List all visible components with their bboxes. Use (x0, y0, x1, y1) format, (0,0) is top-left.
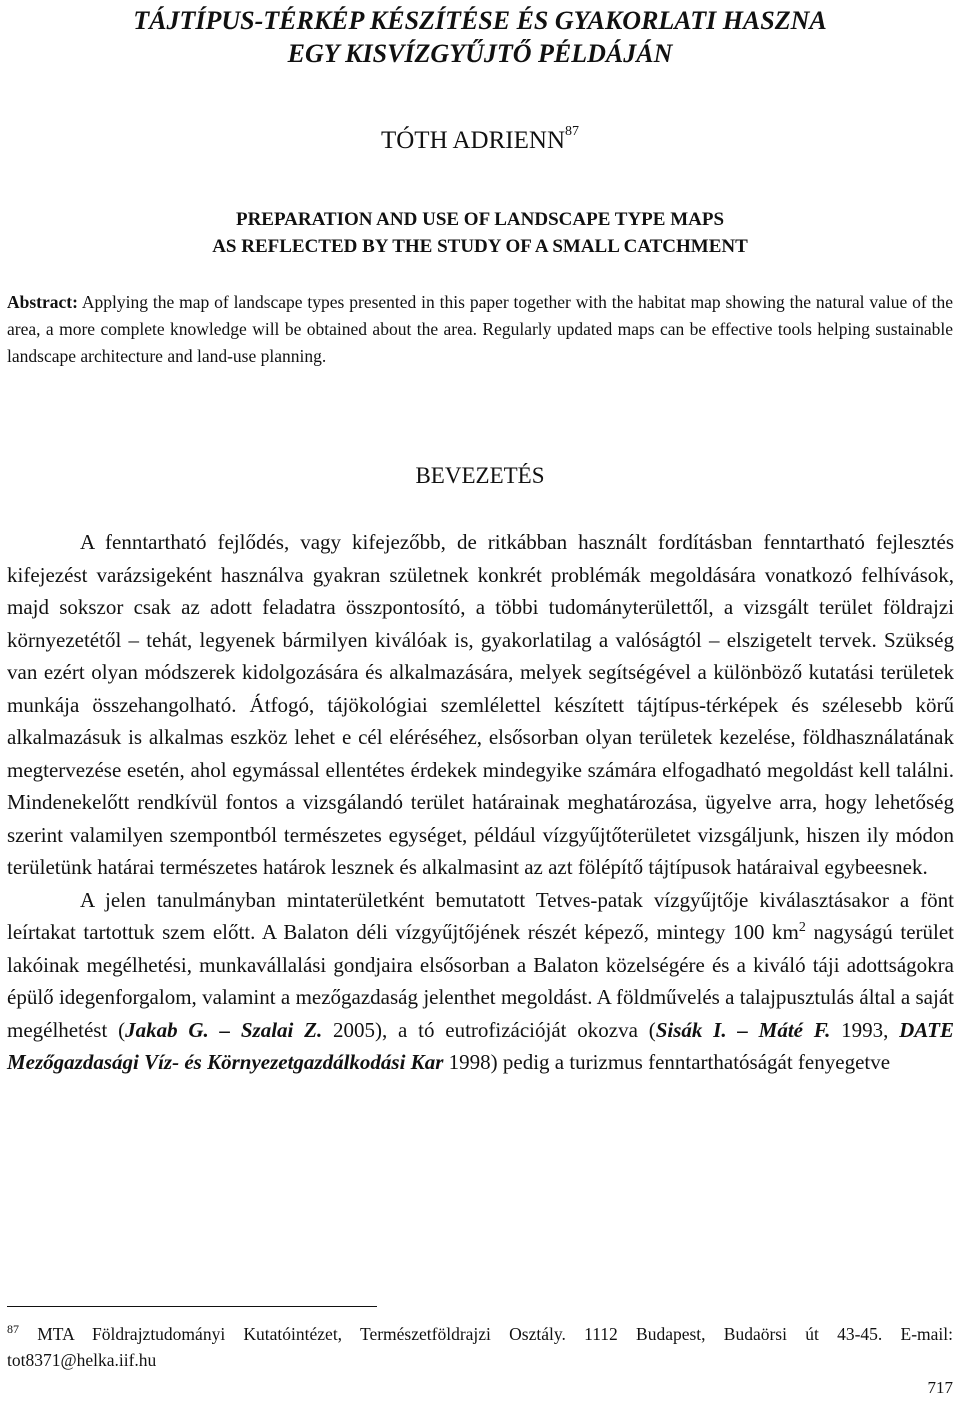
abstract-label: Abstract: (7, 292, 78, 312)
paragraph-2-part-2: nagyságú terület lakóinak megélhetési, munkavállalási gondjaira elsősorban a Balaton közelségére és a kiváló táji adottságokra épülő idegenforgalom, valamint a mezőgazdaság jelenthet megoldást. A földművelés a talajpusztulás által a saját megélhetést ( (7, 920, 954, 1042)
abstract (7, 289, 953, 370)
superscript-2: 2 (798, 920, 806, 935)
title-line-2: EGY KISVÍZGYŰJTŐ PÉLDÁJÁN (287, 39, 673, 68)
paragraph-1: A fenntartható fejlődés, vagy kifejezőbb, de ritkábban használt fordításban fenntartható fejlesztés kifejezést varázsigeként használva gyakran születnek konkrét problémák megoldására vonatkozó felhívások, majd sokszor csak az adott feladatra összpontosító, a többi tudományterülettől, a vizsgált terület földrajzi környezetétől – tehát, legyenek bármilyen kiválóak is, gyakorlatilag a valóságtól – elszigetelt tervek. Szükség van ezért olyan módszerek kidolgozására és alkalmazására, melyek segítségével a különböző kutatási területek munkája összehangolható. Átfogó, tájökológiai szemlélettel készített tájtípus-térképek és szélesebb körű alkalmazásuk is alkalmas eszköz lehet e cél eléréséhez, elsősorban olyan területek kezelése, földhasználatának megtervezése esetén, ahol egymással ellentétes érdekek mindegyike számára elfogadható megoldást kell találni. Mindenekelőtt rendkívül fontos a vizsgálandó terület határainak meghatározása, ügyelve arra, hogy lehetőség szerint valamilyen szempontból természetes egységet, például vízgyűjtőterületet vizsgáljunk, hiszen ily módon területünk határai természetes határok lesznek és alkalmasint az azt fölépítő tájtípusok határaival egybeesnek. (7, 530, 954, 879)
page-number: 717 (927, 1378, 953, 1397)
body-text (7, 526, 954, 1079)
english-title-line-2: AS REFLECTED BY THE STUDY OF A SMALL CATCHMENT (212, 236, 748, 257)
abstract-text: Applying the map of landscape types presented in this paper together with the habitat map showing the natural value of the area, a more complete knowledge will be obtained about the area. Regularly updated maps can be effective tools helping sustainable landscape architecture and land-use planning. (7, 292, 953, 366)
author-footnote-mark: 87 (565, 123, 579, 139)
citation-date-kar: DATE Mezőgazdasági Víz- és Környezetgazdálkodási Kar (7, 1017, 954, 1074)
footnote-mark: 87 (7, 1322, 19, 1337)
footnote-divider (7, 1306, 377, 1307)
citation-jakab-szalai: Jakab G. – Szalai Z. (125, 1017, 323, 1042)
title-line-1: TÁJTÍPUS-TÉRKÉP KÉSZÍTÉSE ÉS GYAKORLATI HASZNA (133, 6, 827, 35)
footnote (7, 1321, 953, 1373)
author-name: TÓTH ADRIENN (380, 127, 565, 154)
paragraph-2-part-1: A jelen tanulmányban mintaterületként bemutatott Tetves-patak vízgyűjtője kiválasztásakor a fönt leírtakat tartottuk szem előtt. A Balaton déli vízgyűjtőjének részét képező, mintegy 100 km (7, 887, 954, 944)
author (0, 123, 960, 156)
section-heading: BEVEZETÉS (415, 463, 545, 488)
citation-sisak-mate: Sisák I. – Máté F. (655, 1017, 831, 1042)
paragraph-2-part-4: 1993, (830, 1017, 900, 1042)
paragraph-2-part-3: 2005), a tó eutrofizációját okozva ( (322, 1017, 656, 1042)
footnote-text: MTA Földrajztudományi Kutatóintézet, Természetföldrajzi Osztály. 1112 Budapest, Budaörsi út 43-45. E-mail: tot8371@helka.iif.hu (7, 1324, 953, 1370)
paragraph-2 (7, 884, 954, 1079)
english-title-line-1: PREPARATION AND USE OF LANDSCAPE TYPE MAPS (235, 209, 725, 230)
paragraph-2-part-5: 1998) pedig a turizmus fenntarthatóságát fenyegetve (443, 1050, 891, 1074)
